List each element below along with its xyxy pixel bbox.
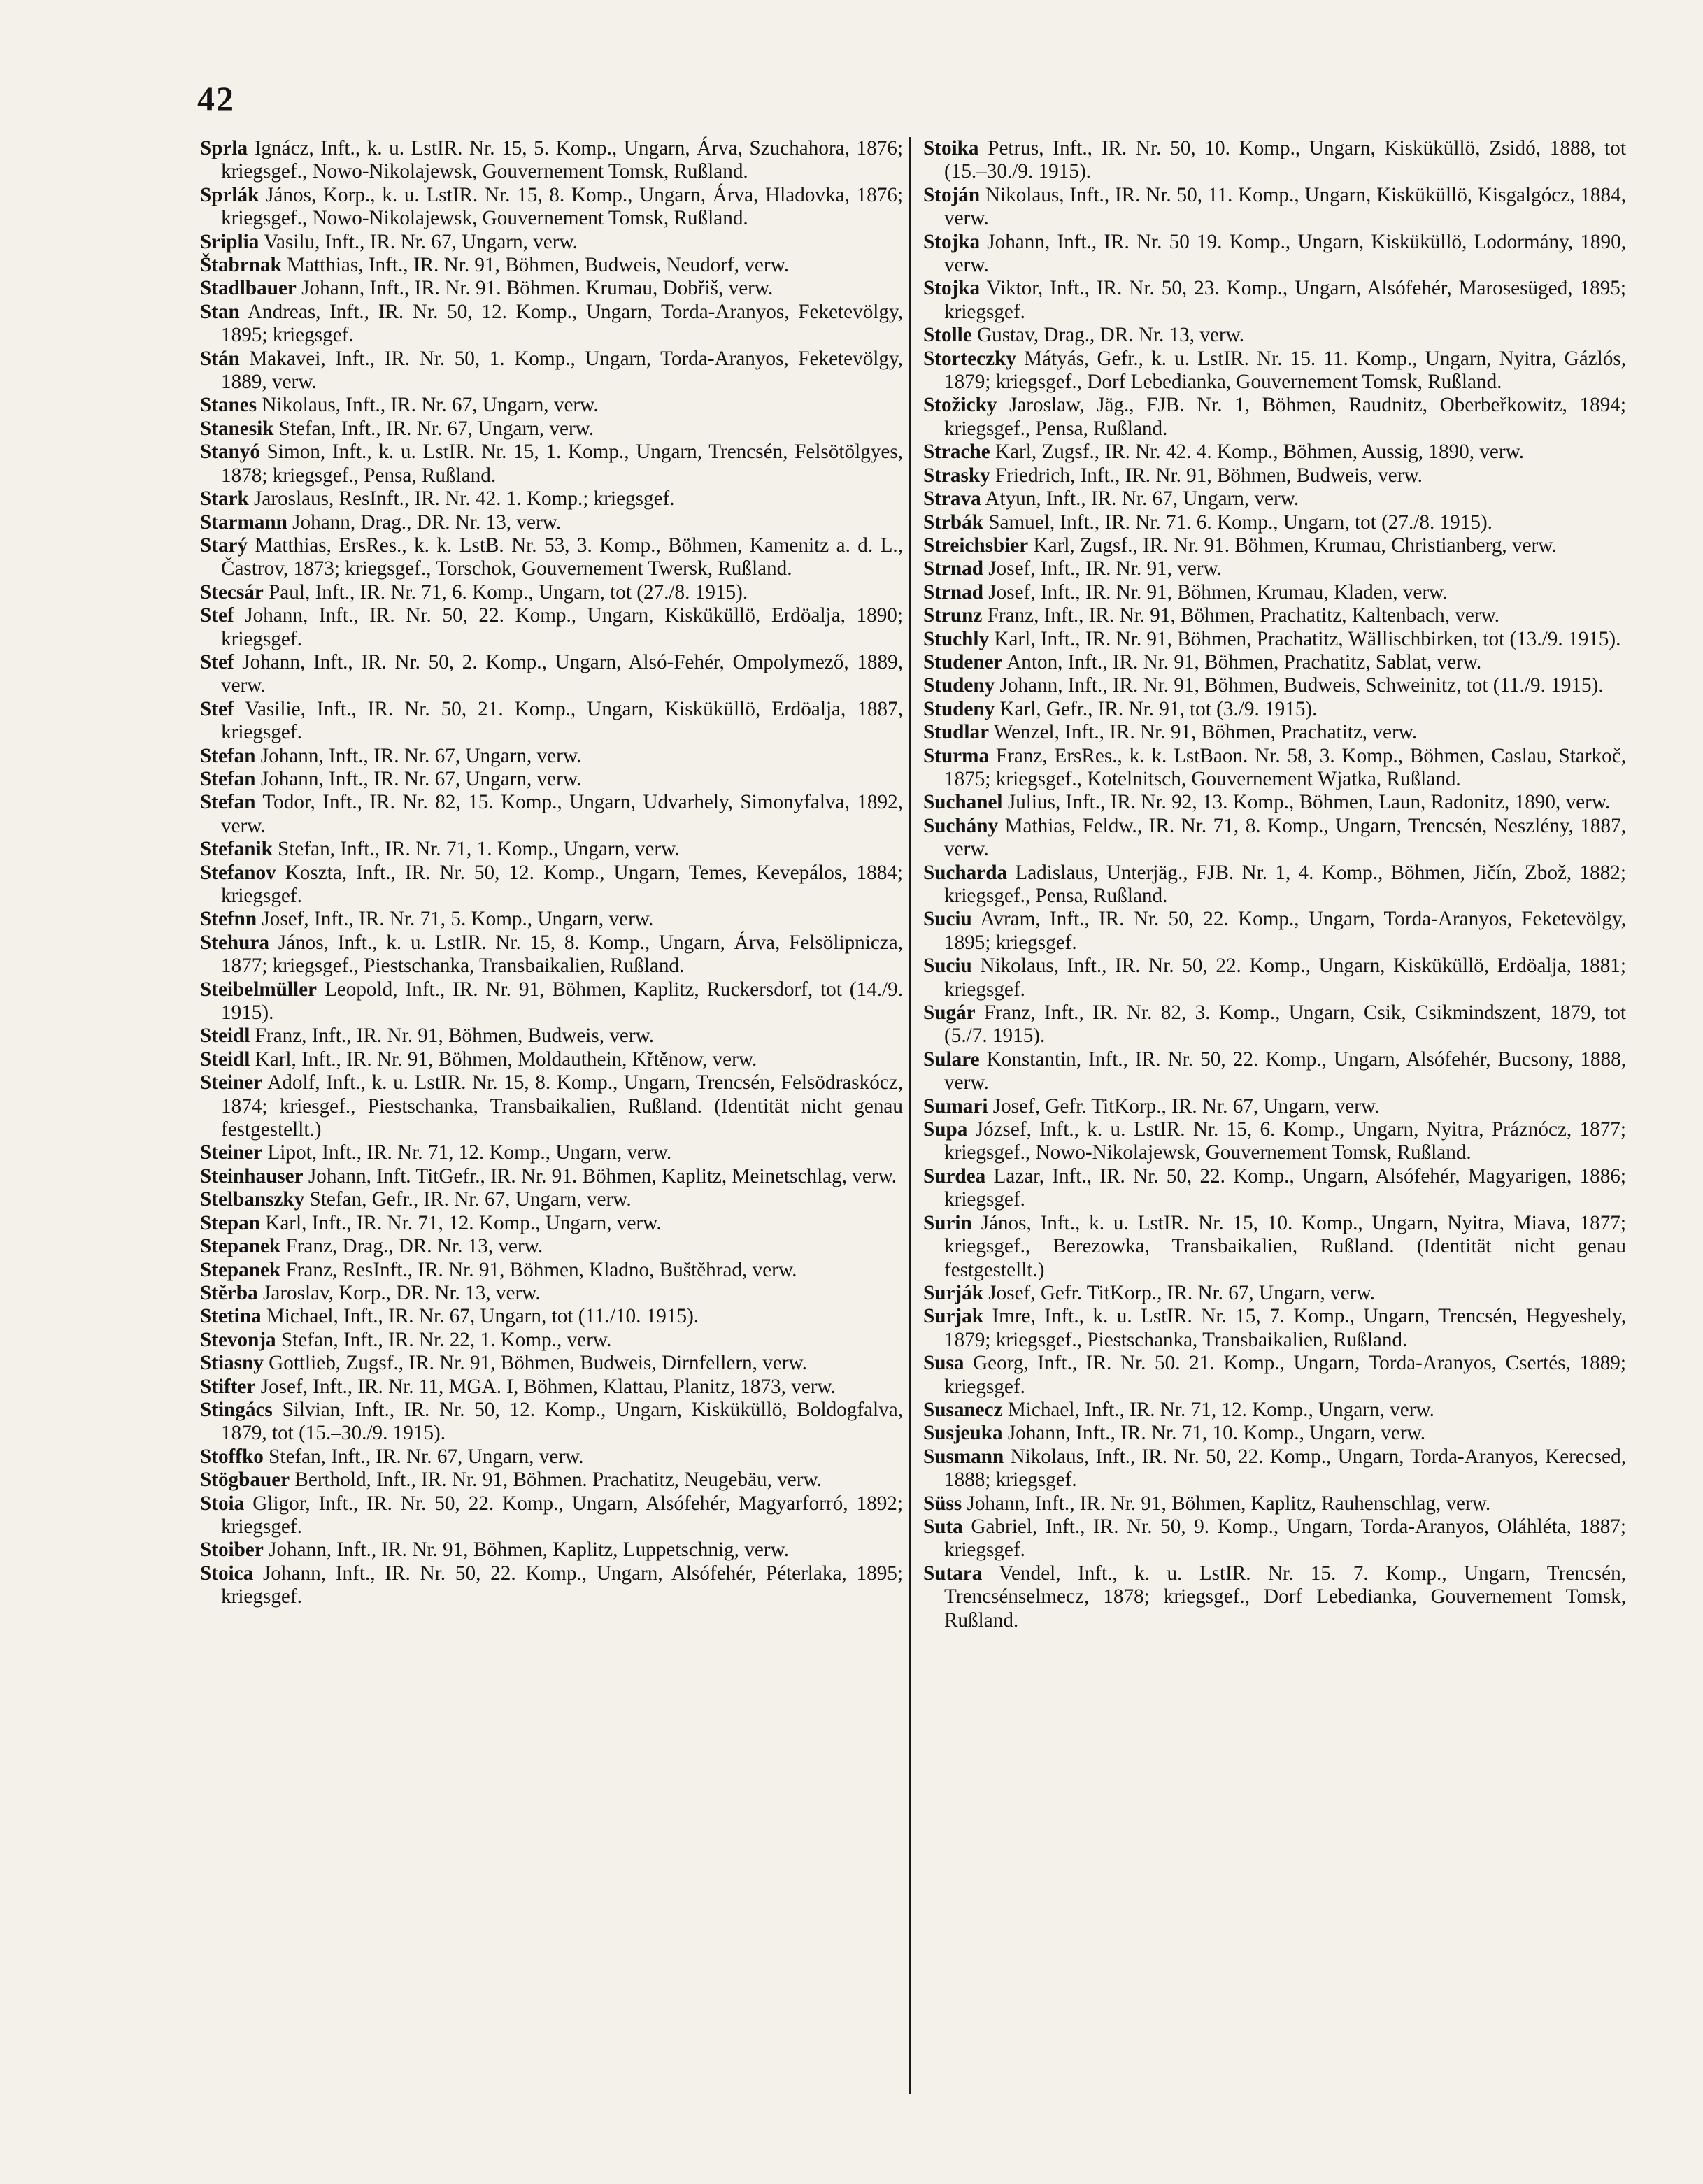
entry-surname: Sucharda [923, 861, 1008, 884]
entry-details: Johann, Inft., IR. Nr. 67, Ungarn, verw. [260, 744, 582, 767]
entry-surname: Stoffko [200, 1445, 264, 1468]
entry-surname: Surjak [923, 1305, 983, 1328]
entry-details: Avram, Inft., IR. Nr. 50, 22. Komp., Ungarn, Torda-Aranyos, Feketevölgy, 1895; kriegsgef. [944, 908, 1627, 954]
entry-details: Andreas, Inft., IR. Nr. 50, 12. Komp., Ungarn, Torda-Aranyos, Feketevölgy, 1895; kriegsgef. [221, 300, 903, 347]
entry-details: Gottlieb, Zugsf., IR. Nr. 91, Böhmen, Budweis, Dirnfellern, verw. [269, 1352, 807, 1375]
register-entry [923, 1048, 1626, 1095]
entry-details: Stefan, Inft., IR. Nr. 67, Ungarn, verw. [269, 1445, 584, 1468]
entry-surname: Strasky [923, 464, 990, 487]
register-entry [200, 1071, 903, 1141]
register-entry [200, 745, 903, 768]
entry-details: Franz, Inft., IR. Nr. 82, 3. Komp., Ungarn, Csik, Csikmindszent, 1879, tot (5./7. 1915). [944, 1001, 1626, 1048]
entry-surname: Stojka [923, 277, 981, 300]
entry-details: Michael, Inft., IR. Nr. 67, Ungarn, tot (11./10. 1915). [266, 1305, 699, 1328]
entry-details: Paul, Inft., IR. Nr. 71, 6. Komp., Ungarn, tot (27./8. 1915). [269, 580, 748, 604]
register-entry [923, 721, 1626, 744]
register-entry [200, 417, 903, 441]
entry-details: Makavei, Inft., IR. Nr. 50, 1. Komp., Ungarn, Torda-Aranyos, Feketevölgy, 1889, verw. [221, 347, 903, 394]
entry-surname: Stadlbauer [200, 277, 297, 300]
register-entry [200, 978, 903, 1025]
entry-surname: Steiner [200, 1141, 263, 1164]
entry-surname: Sutara [923, 1562, 983, 1585]
register-entry [200, 534, 903, 581]
register-entry [200, 1446, 903, 1469]
entry-details: Johann, Inft., IR. Nr. 50, 22. Komp., Ungarn, Alsófehér, Péterlaka, 1895; kriegsgef. [221, 1562, 903, 1608]
entry-surname: Stoika [923, 137, 979, 159]
entry-surname: Sugár [923, 1001, 976, 1025]
entry-details: Gabriel, Inft., IR. Nr. 50, 9. Komp., Ungarn, Torda-Aranyos, Oláhléta, 1887; kriegsgef. [944, 1515, 1627, 1562]
entry-surname: Stojka [923, 230, 981, 253]
register-entry [200, 1492, 903, 1539]
entry-surname: Stožicky [923, 394, 997, 417]
register-entry [200, 1235, 903, 1258]
register-entry [923, 1165, 1626, 1212]
entry-surname: Stepan [200, 1211, 260, 1234]
entry-details: Matthias, ErsRes., k. k. LstB. Nr. 53, 3. Komp., Böhmen, Kamenitz a. d. L., Častrov, 1873; kriegsgef., Torschok, Gouvernement Twersk, Rußland. [221, 534, 903, 580]
entry-surname: Surdea [923, 1164, 986, 1187]
entry-details: Mátyás, Gefr., k. u. LstIR. Nr. 15. 11. Komp., Ungarn, Nyitra, Gázlós, 1879; kriegsgef., Dorf Lebedianka, Gouvernement Tomsk, Rußland. [944, 347, 1626, 394]
entry-surname: Štabrnak [200, 254, 282, 277]
entry-details: Johann, Inft., IR. Nr. 91, Böhmen, Budweis, Schweinitz, tot (11./9. 1915). [999, 674, 1604, 697]
entry-details: Vasilie, Inft., IR. Nr. 50, 21. Komp., Ungarn, Kisküküllö, Erdöalja, 1887, kriegsgef. [221, 697, 903, 744]
register-entry [200, 768, 903, 791]
entry-surname: Stěrba [200, 1281, 258, 1304]
page-number: 42 [197, 79, 235, 118]
register-entry [200, 908, 903, 931]
entry-details: Georg, Inft., IR. Nr. 50. 21. Komp., Ungarn, Torda-Aranyos, Csertés, 1889; kriegsgef. [944, 1352, 1627, 1398]
register-entry [200, 1212, 903, 1235]
register-entry [200, 1282, 903, 1305]
register-entry [923, 324, 1626, 347]
register-entry [200, 862, 903, 908]
entry-details: Johann, Inft., IR. Nr. 50, 2. Komp., Ungarn, Alsó-Fehér, Ompolymező, 1889, verw. [221, 650, 903, 697]
entry-surname: Sprlák [200, 183, 259, 206]
register-entry [923, 745, 1626, 792]
register-entry [200, 348, 903, 394]
register-entry [923, 1118, 1626, 1165]
entry-surname: Stef [200, 650, 234, 673]
register-entry [923, 348, 1626, 394]
entry-surname: Suta [923, 1515, 963, 1538]
register-entry [923, 1305, 1626, 1352]
entry-details: Karl, Inft., IR. Nr. 71, 12. Komp., Ungarn, verw. [265, 1211, 662, 1234]
entry-details: Johann, Inft., IR. Nr. 71, 10. Komp., Ungarn, verw. [1007, 1422, 1426, 1445]
entry-details: Samuel, Inft., IR. Nr. 71. 6. Komp., Ungarn, tot (27./8. 1915). [988, 511, 1492, 534]
entry-details: Lipot, Inft., IR. Nr. 71, 12. Komp., Ungarn, verw. [267, 1141, 672, 1164]
entry-details: Atyun, Inft., IR. Nr. 67, Ungarn, verw. [985, 487, 1299, 511]
register-entry [200, 1048, 903, 1071]
entry-surname: Stefnn [200, 908, 257, 931]
entry-surname: Suchanel [923, 791, 1003, 814]
register-entry [923, 628, 1626, 651]
entry-details: Karl, Zugsf., IR. Nr. 42. 4. Komp., Böhmen, Aussig, 1890, verw. [995, 441, 1525, 464]
entry-details: János, Inft., k. u. LstIR. Nr. 15, 8. Komp., Ungarn, Árva, Felsölipnicza, 1877; kriegsgef., Piestschanka, Transbaikalien, Rußland. [221, 931, 904, 978]
entry-surname: Stetina [200, 1305, 262, 1328]
entry-surname: Stefan [200, 744, 256, 767]
entry-details: Silvian, Inft., IR. Nr. 50, 12. Komp., Ungarn, Kisküküllö, Boldogfalva, 1879, tot (15.–30./9. 1915). [221, 1398, 904, 1445]
register-entry [923, 581, 1626, 604]
register-entry [923, 1562, 1626, 1632]
register-entry [200, 394, 903, 417]
entry-details: Johann, Inft., IR. Nr. 50, 22. Komp., Ungarn, Kisküküllö, Erdöalja, 1890; kriegsgef. [221, 604, 903, 650]
entry-details: János, Korp., k. u. LstIR. Nr. 15, 8. Komp., Ungarn, Árva, Hladovka, 1876; kriegsgef., Nowo-Nikolajewsk, Gouvernement Tomsk, Rußland. [221, 183, 904, 230]
entry-details: Stefan, Gefr., IR. Nr. 67, Ungarn, verw. [309, 1188, 632, 1211]
entry-surname: Stefanik [200, 838, 273, 861]
entry-surname: Storteczky [923, 347, 1016, 370]
entry-surname: Studlar [923, 721, 990, 744]
entry-details: Anton, Inft., IR. Nr. 91, Böhmen, Prachatitz, Sablat, verw. [1006, 650, 1482, 673]
register-entry [200, 1376, 903, 1399]
entry-details: Mathias, Feldw., IR. Nr. 71, 8. Komp., Ungarn, Trencsén, Neszlény, 1887, verw. [944, 814, 1626, 861]
entry-details: Todor, Inft., IR. Nr. 82, 15. Komp., Ungarn, Udvarhely, Simonyfalva, 1892, verw. [221, 791, 903, 837]
register-entry [923, 651, 1626, 674]
register-entry [923, 908, 1626, 955]
entry-surname: Stefan [200, 791, 256, 814]
entry-surname: Susjeuka [923, 1422, 1003, 1445]
entry-surname: Steinhauser [200, 1164, 304, 1187]
entry-surname: Stark [200, 487, 249, 511]
entry-surname: Stiasny [200, 1352, 264, 1375]
entry-surname: Stanes [200, 394, 257, 417]
register-entry [200, 184, 903, 231]
entry-details: Johann, Inft., IR. Nr. 91. Böhmen. Krumau, Dobřiš, verw. [301, 277, 774, 300]
register-entry [200, 1259, 903, 1282]
entry-surname: Stepanek [200, 1258, 281, 1281]
entry-surname: Supa [923, 1118, 968, 1141]
entry-details: Vendel, Inft., k. u. LstIR. Nr. 15. 7. Komp., Ungarn, Trencsén, Trencsénselmecz, 1878; kriegsgef., Dorf Lebedianka, Gouvernement Tomsk, Rußland. [944, 1562, 1626, 1632]
entry-surname: Susa [923, 1352, 964, 1375]
entry-details: Gustav, Drag., DR. Nr. 13, verw. [977, 324, 1245, 347]
entry-surname: Stan [200, 300, 240, 323]
register-entry [923, 1515, 1626, 1562]
entry-surname: Starmann [200, 511, 287, 534]
register-entry [923, 1446, 1626, 1492]
entry-surname: Surják [923, 1281, 983, 1304]
entry-details: Josef, Inft., IR. Nr. 11, MGA. I, Böhmen, Klattau, Planitz, 1873, verw. [260, 1375, 836, 1398]
entry-details: Karl, Zugsf., IR. Nr. 91. Böhmen, Krumau, Christianberg, verw. [1033, 534, 1557, 557]
entry-details: Franz, ErsRes., k. k. LstBaon. Nr. 58, 3. Komp., Böhmen, Caslau, Starkoč, 1875; kriegsgef., Kotelnitsch, Gouvernement Wjatka, Rußland. [944, 744, 1626, 790]
entry-surname: Stolle [923, 324, 972, 347]
entry-surname: Stef [200, 697, 234, 720]
register-entry [923, 698, 1626, 721]
entry-surname: Sturma [923, 744, 990, 767]
register-entry [923, 1095, 1626, 1118]
register-entry [200, 651, 903, 698]
register-entry [200, 791, 903, 838]
entry-surname: Strache [923, 441, 990, 464]
register-entry [923, 394, 1626, 441]
register-entry [923, 1422, 1626, 1445]
entry-details: Nikolaus, Inft., IR. Nr. 50, 22. Komp., Ungarn, Kisküküllö, Erdöalja, 1881; kriegsgef. [944, 955, 1626, 1001]
register-entry [200, 604, 903, 651]
entry-details: Josef, Gefr. TitKorp., IR. Nr. 67, Ungarn, verw. [992, 1094, 1380, 1118]
register-entry [200, 1141, 903, 1164]
entry-surname: Studeny [923, 697, 995, 720]
entry-details: Ignácz, Inft., k. u. LstIR. Nr. 15, 5. Komp., Ungarn, Árva, Szuchahora, 1876; kriegsgef., Nowo-Nikolajewsk, Gouvernement Tomsk, Rußland. [221, 137, 903, 183]
entry-details: Vasilu, Inft., IR. Nr. 67, Ungarn, verw. [264, 230, 578, 253]
register-entry [200, 254, 903, 277]
entry-surname: Suchány [923, 814, 999, 837]
register-entry [923, 604, 1626, 627]
entry-surname: Strunz [923, 604, 983, 627]
entry-details: Julius, Inft., IR. Nr. 92, 13. Komp., Böhmen, Laun, Radonitz, 1890, verw. [1007, 791, 1611, 814]
entry-surname: Strnad [923, 557, 983, 580]
entry-surname: Studener [923, 650, 1003, 673]
register-entry [923, 487, 1626, 511]
register-entry [923, 1492, 1626, 1515]
entry-surname: Stef [200, 604, 234, 627]
entry-details: Johann, Drag., DR. Nr. 13, verw. [292, 511, 562, 534]
register-entry [200, 1539, 903, 1562]
entry-details: Michael, Inft., IR. Nr. 71, 12. Komp., Ungarn, verw. [1007, 1398, 1434, 1421]
entry-surname: Stevonja [200, 1328, 276, 1351]
entry-surname: Stifter [200, 1375, 256, 1398]
register-entry [200, 301, 903, 348]
entry-surname: Stuchly [923, 627, 990, 650]
register-entry [200, 932, 903, 978]
entry-details: Lazar, Inft., IR. Nr. 50, 22. Komp., Ungarn, Alsófehér, Magyarigen, 1886; kriegsgef. [944, 1164, 1627, 1211]
register-entry [200, 1165, 903, 1188]
register-entry [200, 1305, 903, 1328]
entry-details: Franz, Inft., IR. Nr. 91, Böhmen, Prachatitz, Kaltenbach, verw. [987, 604, 1500, 627]
entry-surname: Strava [923, 487, 981, 511]
entry-surname: Stoján [923, 183, 981, 206]
entry-surname: Sumari [923, 1094, 988, 1118]
entry-surname: Stepanek [200, 1235, 281, 1258]
register-entry [923, 441, 1626, 464]
entry-surname: Steidl [200, 1025, 250, 1048]
entry-surname: Stán [200, 347, 240, 370]
register-entry [923, 557, 1626, 580]
register-entry [923, 1212, 1626, 1282]
register-entry [200, 1562, 903, 1609]
entry-details: Jaroslaus, ResInft., IR. Nr. 42. 1. Komp.; kriegsgef. [254, 487, 675, 511]
entry-details: Nikolaus, Inft., IR. Nr. 67, Ungarn, verw. [262, 394, 599, 417]
left-column [200, 137, 903, 1609]
entry-surname: Stelbanszky [200, 1188, 305, 1211]
entry-surname: Studeny [923, 674, 995, 697]
entry-surname: Steidl [200, 1048, 250, 1071]
entry-details: Simon, Inft., k. u. LstIR. Nr. 15, 1. Komp., Ungarn, Trencsén, Felsötölgyes, 1878; kriegsgef., Pensa, Rußland. [221, 441, 904, 487]
register-entry [200, 511, 903, 534]
register-entry [200, 1025, 903, 1048]
entry-details: Nikolaus, Inft., IR. Nr. 50, 22. Komp., Ungarn, Torda-Aranyos, Kerecsed, 1888; kriegsgef. [944, 1445, 1627, 1492]
entry-surname: Stanyó [200, 441, 260, 464]
register-entry [923, 862, 1626, 908]
entry-details: Josef, Inft., IR. Nr. 71, 5. Komp., Ungarn, verw. [262, 908, 654, 931]
entry-surname: Stoica [200, 1562, 254, 1585]
register-entry [200, 581, 903, 604]
register-entry [200, 838, 903, 861]
entry-details: Jaroslaw, Jäg., FJB. Nr. 1, Böhmen, Raudnitz, Oberbeřkowitz, 1894; kriegsgef., Pensa, Rußland. [944, 394, 1626, 440]
register-entry [200, 1469, 903, 1492]
entry-details: Johann, Inft., IR. Nr. 50 19. Komp., Ungarn, Kisküküllö, Lodormány, 1890, verw. [944, 230, 1626, 277]
register-entry [200, 137, 903, 184]
entry-details: Matthias, Inft., IR. Nr. 91, Böhmen, Budweis, Neudorf, verw. [287, 254, 790, 277]
entry-details: József, Inft., k. u. LstIR. Nr. 15, 6. Komp., Ungarn, Nyitra, Práznócz, 1877; kriegsgef., Nowo-Nikolajewsk, Gouvernement Tomsk, Rußland. [944, 1118, 1627, 1164]
entry-details: Berthold, Inft., IR. Nr. 91, Böhmen. Prachatitz, Neugebäu, verw. [294, 1469, 822, 1492]
entry-details: Karl, Inft., IR. Nr. 91, Böhmen, Moldauthein, Křtěnow, verw. [255, 1048, 757, 1071]
register-entry [200, 277, 903, 300]
register-entry [200, 1329, 903, 1352]
entry-surname: Surin [923, 1211, 972, 1234]
entry-surname: Strnad [923, 580, 983, 604]
register-entry [200, 487, 903, 511]
register-entry [200, 1352, 903, 1375]
entry-surname: Strbák [923, 511, 983, 534]
entry-details: Johann, Inft., IR. Nr. 67, Ungarn, verw. [260, 767, 582, 790]
entry-surname: Steibelmüller [200, 978, 317, 1001]
entry-surname: Steiner [200, 1071, 263, 1094]
entry-details: Wenzel, Inft., IR. Nr. 91, Böhmen, Prachatitz, verw. [993, 721, 1418, 744]
right-column [923, 137, 1626, 1632]
entry-details: Ladislaus, Unterjäg., FJB. Nr. 1, 4. Komp., Böhmen, Jičín, Zbož, 1882; kriegsgef., Pensa, Rußland. [944, 861, 1626, 907]
entry-details: Josef, Gefr. TitKorp., IR. Nr. 67, Ungarn, verw. [988, 1281, 1375, 1304]
entry-details: Stefan, Inft., IR. Nr. 22, 1. Komp., verw. [280, 1328, 612, 1351]
register-entry [200, 441, 903, 487]
entry-details: Franz, Inft., IR. Nr. 91, Böhmen, Budweis, verw. [255, 1025, 655, 1048]
entry-surname: Stingács [200, 1398, 273, 1421]
entry-surname: Streichsbier [923, 534, 1029, 557]
entry-surname: Stefan [200, 767, 256, 790]
entry-surname: Starý [200, 534, 248, 557]
register-entry [200, 698, 903, 745]
entry-surname: Susanecz [923, 1398, 1003, 1421]
entry-details: Johann, Inft., IR. Nr. 91, Böhmen, Kaplitz, Rauhenschlag, verw. [967, 1492, 1491, 1515]
register-entry [923, 231, 1626, 278]
column-divider [909, 137, 911, 2094]
entry-details: Konstantin, Inft., IR. Nr. 50, 22. Komp., Ungarn, Alsófehér, Bucsony, 1888, verw. [944, 1048, 1626, 1094]
register-entry [923, 1399, 1626, 1422]
entry-details: Franz, Drag., DR. Nr. 13, verw. [285, 1235, 543, 1258]
register-entry [200, 231, 903, 254]
entry-details: Friedrich, Inft., IR. Nr. 91, Böhmen, Budweis, verw. [995, 464, 1423, 487]
entry-details: Johann, Inft., IR. Nr. 91, Böhmen, Kaplitz, Luppetschnig, verw. [269, 1539, 789, 1562]
register-entry [923, 277, 1626, 324]
entry-details: Stefan, Inft., IR. Nr. 71, 1. Komp., Ungarn, verw. [278, 838, 680, 861]
entry-details: Franz, ResInft., IR. Nr. 91, Böhmen, Kladno, Buštěhrad, verw. [285, 1258, 797, 1281]
entry-surname: Sriplia [200, 230, 259, 253]
entry-surname: Stanesik [200, 417, 274, 440]
register-entry [923, 184, 1626, 231]
entry-surname: Suciu [923, 955, 972, 978]
register-entry [923, 1001, 1626, 1048]
register-entry [923, 464, 1626, 487]
entry-details: Petrus, Inft., IR. Nr. 50, 10. Komp., Ungarn, Kisküküllö, Zsidó, 1888, tot (15.–30./9. 1915). [944, 137, 1626, 183]
register-entry [923, 1352, 1626, 1399]
register-entry [923, 534, 1626, 557]
entry-surname: Stefanov [200, 861, 276, 884]
entry-details: Koszta, Inft., IR. Nr. 50, 12. Komp., Ungarn, Temes, Kevepálos, 1884; kriegsgef. [221, 861, 904, 907]
entry-surname: Sulare [923, 1048, 980, 1071]
entry-details: Leopold, Inft., IR. Nr. 91, Böhmen, Kaplitz, Ruckersdorf, tot (14./9. 1915). [221, 978, 904, 1025]
entry-surname: Stecsár [200, 580, 264, 604]
entry-details: Josef, Inft., IR. Nr. 91, verw. [988, 557, 1222, 580]
register-entry [923, 955, 1626, 1001]
entry-details: Johann, Inft. TitGefr., IR. Nr. 91. Böhmen, Kaplitz, Meinetschlag, verw. [308, 1164, 897, 1187]
entry-details: Adolf, Inft., k. u. LstIR. Nr. 15, 8. Komp., Ungarn, Trencsén, Felsödraskócz, 1874; kriesgef., Piestschanka, Transbaikalien, Rußland. (Identität nicht genau festgestellt.) [221, 1071, 903, 1141]
entry-surname: Susmann [923, 1445, 1004, 1468]
entry-surname: Suciu [923, 908, 972, 931]
entry-details: Nikolaus, Inft., IR. Nr. 50, 11. Komp., Ungarn, Kisküküllö, Kisgalgócz, 1884, verw. [944, 183, 1626, 230]
entry-surname: Stoiber [200, 1539, 264, 1562]
entry-surname: Stehura [200, 931, 269, 954]
entry-details: Josef, Inft., IR. Nr. 91, Böhmen, Krumau, Kladen, verw. [988, 580, 1448, 604]
register-entry [200, 1399, 903, 1446]
entry-details: Karl, Gefr., IR. Nr. 91, tot (3./9. 1915). [999, 697, 1318, 720]
register-entry [923, 674, 1626, 697]
entry-details: János, Inft., k. u. LstIR. Nr. 15, 10. Komp., Ungarn, Nyitra, Miava, 1877; kriegsgef., Berezowka, Transbaikalien, Rußland. (Identität nicht genau festgestellt.) [944, 1211, 1626, 1281]
entry-details: Jaroslav, Korp., DR. Nr. 13, verw. [263, 1281, 541, 1304]
entry-surname: Süss [923, 1492, 962, 1515]
register-entry [200, 1188, 903, 1211]
entry-details: Gligor, Inft., IR. Nr. 50, 22. Komp., Ungarn, Alsófehér, Magyarforró, 1892; kriegsgef. [221, 1492, 904, 1538]
register-entry [923, 815, 1626, 862]
register-entry [923, 1282, 1626, 1305]
entry-surname: Sprla [200, 137, 248, 159]
entry-details: Karl, Inft., IR. Nr. 91, Böhmen, Prachatitz, Wällischbirken, tot (13./9. 1915). [994, 627, 1621, 650]
entry-details: Viktor, Inft., IR. Nr. 50, 23. Komp., Ungarn, Alsófehér, Marosesügeđ, 1895; kriegsgef. [944, 277, 1626, 323]
register-entry [923, 137, 1626, 184]
register-entry [923, 511, 1626, 534]
entry-surname: Stögbauer [200, 1469, 290, 1492]
register-entry [923, 791, 1626, 814]
entry-details: Imre, Inft., k. u. LstIR. Nr. 15, 7. Komp., Ungarn, Trencsén, Hegyeshely, 1879; kriegsgef., Piestschanka, Transbaikalien, Rußland. [944, 1305, 1626, 1351]
entry-details: Stefan, Inft., IR. Nr. 67, Ungarn, verw. [278, 417, 594, 440]
entry-surname: Stoia [200, 1492, 245, 1515]
